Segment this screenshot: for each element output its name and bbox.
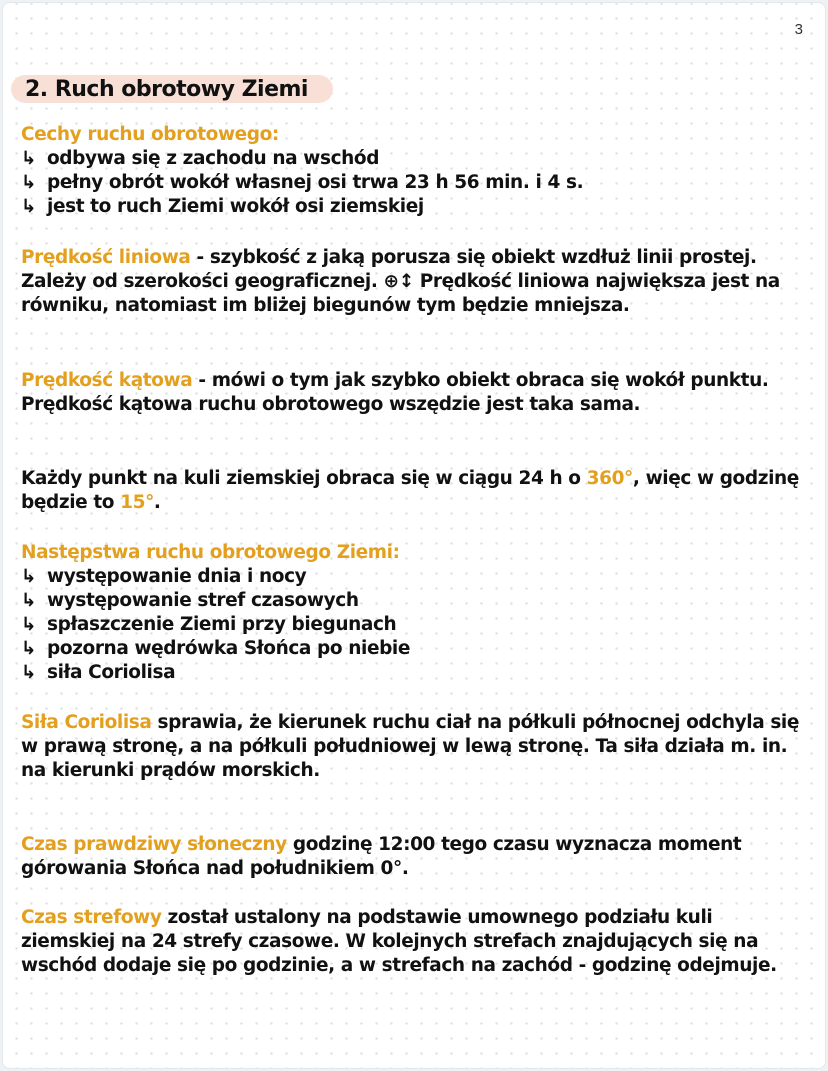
bullet-arrow-icon: ↳ xyxy=(21,566,37,587)
consequences-section xyxy=(21,541,807,685)
solar-time-term: Czas prawdziwy słoneczny xyxy=(21,834,287,855)
coriolis-paragraph: Siła Coriolisa sprawia, że kierunek ruchu ciał na półkuli północnej odchyla się w prawą stronę, a na półkuli południowej w lewą stronę. Ta siła działa m. in. na kierunki prądów morskich. xyxy=(21,712,800,781)
features-heading: Cechy ruchu obrotowego: xyxy=(21,124,279,145)
bullet-arrow-icon: ↳ xyxy=(21,662,37,683)
bullet-arrow-icon: ↳ xyxy=(21,172,37,193)
features-list xyxy=(21,147,807,219)
plus-circle-icon: ⊕ xyxy=(383,271,399,292)
zone-time-section xyxy=(21,906,807,978)
list-item: ↳ występowanie dnia i nocy xyxy=(21,566,307,587)
zone-time-paragraph: Czas strefowy został ustalony na podstawie umownego podziału kuli ziemskiej na 24 strefy czasowe. W kolejnych strefach znajdujących się na wschód dodaje się po godzinie, a w strefach na zachód - godzinę odejmuje. xyxy=(21,907,777,976)
bullet-arrow-icon: ↳ xyxy=(21,590,37,611)
list-item: ↳ pełny obrót wokół własnej osi trwa 23 h 56 min. i 4 s. xyxy=(21,172,584,193)
consequences-heading: Następstwa ruchu obrotowego Ziemi: xyxy=(21,542,400,563)
angular-speed-term: Prędkość kątowa xyxy=(21,370,193,391)
solar-time-paragraph: Czas prawdziwy słoneczny godzinę 12:00 tego czasu wyznacza moment górowania Słońca nad południkiem 0°. xyxy=(21,834,742,879)
note-page xyxy=(2,2,826,1069)
page-number: 3 xyxy=(794,21,803,38)
list-item: ↳ występowanie stref czasowych xyxy=(21,590,359,611)
degrees-15: 15° xyxy=(120,492,154,513)
linear-speed-paragraph: Prędkość liniowa - szybkość z jaką porusza się obiekt wzdłuż linii prostej. Zależy od szerokości geograficznej. ⊕↕ Prędkość liniowa największa jest na równiku, natomiast im bliżej biegunów tym będzie mniejsza. xyxy=(21,247,780,316)
section-title: 2. Ruch obrotowy Ziemi xyxy=(25,77,308,102)
angular-speed-paragraph: Prędkość kątowa - mówi o tym jak szybko obiekt obraca się wokół punktu. Prędkość kątowa ruchu obrotowego wszędzie jest taka sama. xyxy=(21,370,769,415)
list-item: ↳ pozorna wędrówka Słońca po niebie xyxy=(21,638,411,659)
zone-time-term: Czas strefowy xyxy=(21,907,162,928)
up-down-arrow-icon: ↕ xyxy=(398,271,414,292)
list-item: ↳ spłaszczenie Ziemi przy biegunach xyxy=(21,614,397,635)
coriolis-section xyxy=(21,711,807,783)
rotation-section xyxy=(21,467,807,515)
linear-speed-section xyxy=(21,246,807,318)
linear-speed-term: Prędkość liniowa xyxy=(21,247,191,268)
bullet-arrow-icon: ↳ xyxy=(21,614,37,635)
features-section xyxy=(21,123,807,219)
coriolis-term: Siła Coriolisa xyxy=(21,712,152,733)
rotation-paragraph: Każdy punkt na kuli ziemskiej obraca się w ciągu 24 h o 360°, więc w godzinę będzie to 15°. xyxy=(21,468,799,513)
section-title-highlight xyxy=(11,75,333,103)
bullet-arrow-icon: ↳ xyxy=(21,196,37,217)
list-item: ↳ odbywa się z zachodu na wschód xyxy=(21,148,380,169)
bullet-arrow-icon: ↳ xyxy=(21,148,37,169)
list-item: ↳ jest to ruch Ziemi wokół osi ziemskiej xyxy=(21,196,424,217)
solar-time-section xyxy=(21,833,807,881)
consequences-list xyxy=(21,565,807,685)
bullet-arrow-icon: ↳ xyxy=(21,638,37,659)
degrees-360: 360° xyxy=(586,468,633,489)
angular-speed-section xyxy=(21,369,807,417)
list-item: ↳ siła Coriolisa xyxy=(21,662,176,683)
